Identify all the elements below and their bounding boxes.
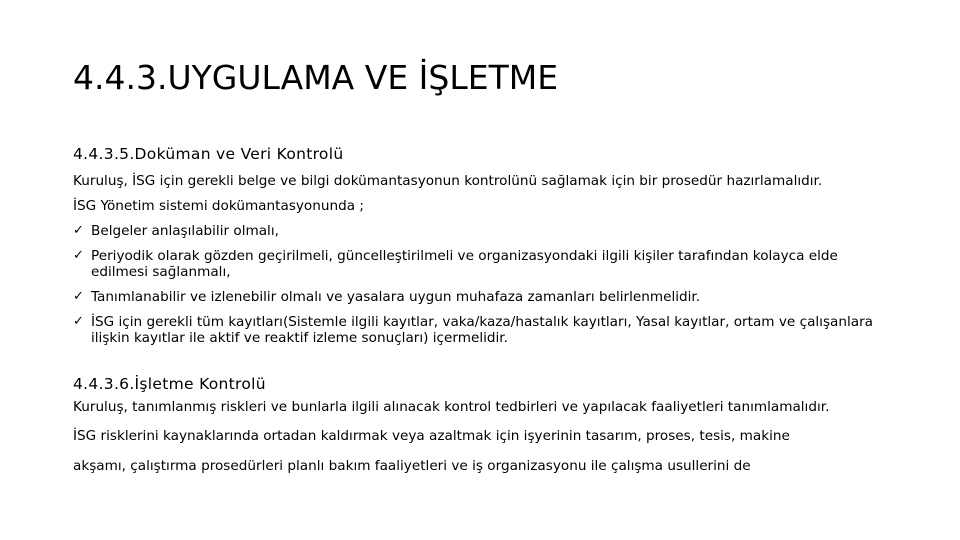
- check-mark-icon: ✓: [73, 223, 84, 238]
- paragraph-risk-sources-continued: akşamı, çalıştırma prosedürleri planlı bakım faaliyetleri ve iş organizasyonu ile çalışma usullerini de: [73, 458, 751, 474]
- page-title: 4.4.3.UYGULAMA VE İŞLETME: [73, 58, 559, 97]
- list-item-text: Periyodik olarak gözden geçirilmeli, güncelleştirilmeli ve organizasyondaki ilgili kişiler tarafından kolayca elde edilmesi sağlanmalı,: [91, 248, 838, 280]
- section-heading-operational-control: 4.4.3.6.İşletme Kontrolü: [73, 375, 266, 393]
- requirements-list: [73, 223, 883, 346]
- list-item-text: Belgeler anlaşılabilir olmalı,: [91, 223, 279, 239]
- list-item: [73, 289, 883, 305]
- paragraph-operational-control: Kuruluş, tanımlanmış riskleri ve bunlarla ilgili alınacak kontrol tedbirleri ve yapılacak faaliyetleri tanımlamalıdır.: [73, 399, 830, 415]
- section-heading-document-control: 4.4.3.5.Doküman ve Veri Kontrolü: [73, 145, 344, 163]
- list-item: [73, 314, 883, 346]
- list-item-text: Tanımlanabilir ve izlenebilir olmalı ve yasalara uygun muhafaza zamanları belirlenmelidir.: [91, 289, 701, 305]
- list-item-text: İSG için gerekli tüm kayıtları(Sistemle ilgili kayıtlar, vaka/kaza/hastalık kayıtları, Yasal kayıtlar, ortam ve çalışanlara ilişkin kayıtlar ile aktif ve reaktif izleme sonuçları) içermelidir.: [91, 314, 874, 346]
- paragraph-risk-sources: İSG risklerini kaynaklarında ortadan kaldırmak veya azaltmak için işyerinin tasarım, proses, tesis, makine: [73, 428, 790, 444]
- intro-text: İSG Yönetim sistemi dokümantasyonunda ;: [73, 198, 364, 214]
- list-item: [73, 223, 883, 239]
- check-mark-icon: ✓: [73, 314, 84, 329]
- check-mark-icon: ✓: [73, 289, 84, 304]
- paragraph-document-control: Kuruluş, İSG için gerekli belge ve bilgi dokümantasyonun kontrolünü sağlamak için bir prosedür hazırlamalıdır.: [73, 173, 823, 189]
- check-mark-icon: ✓: [73, 248, 84, 263]
- content-body: [73, 144, 883, 474]
- list-item: [73, 248, 883, 280]
